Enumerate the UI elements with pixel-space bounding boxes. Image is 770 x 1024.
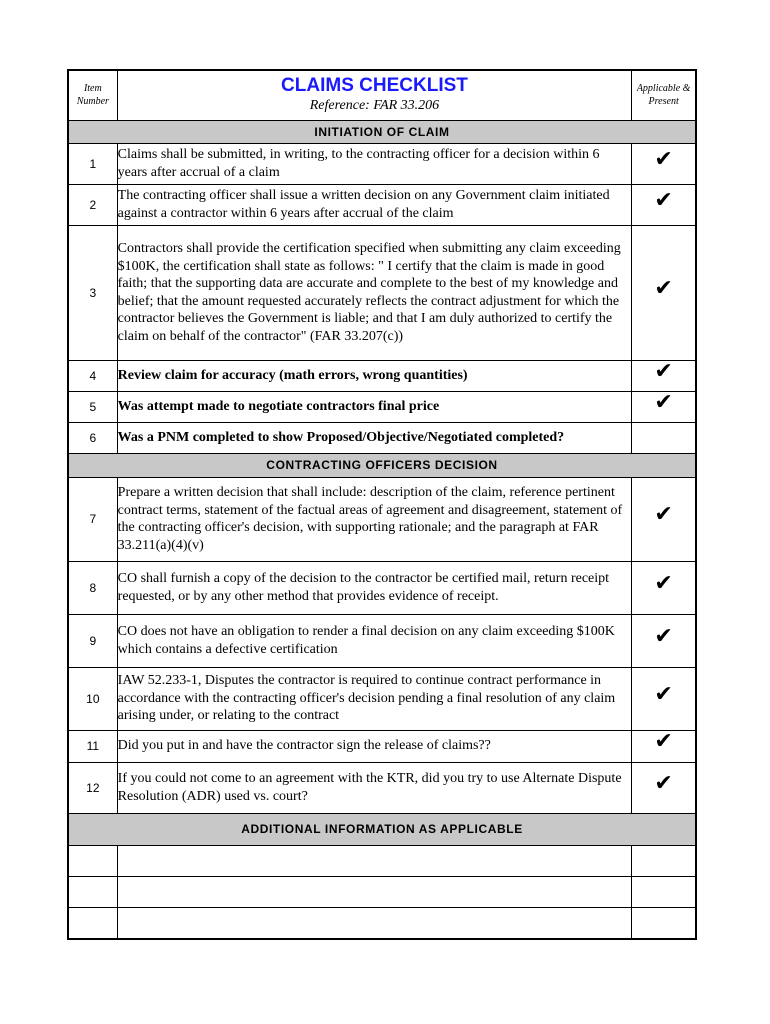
check-glyph: ✔ bbox=[654, 681, 673, 707]
check-glyph: ✔ bbox=[654, 275, 673, 301]
item-text: Prepare a written decision that shall include: description of the claim, reference pertinent contract terms, statement of the factual areas of agreement and disagreement, statement of the contracting officer's decision, with supporting rationale; and the paragraph at FAR 33.211(a)(4)(v) bbox=[117, 477, 632, 561]
item-number: 12 bbox=[68, 762, 117, 813]
blank-number-cell[interactable] bbox=[68, 876, 117, 907]
section-title: CONTRACTING OFFICERS DECISION bbox=[68, 453, 696, 477]
checkmark-icon[interactable] bbox=[632, 561, 696, 614]
item-number: 9 bbox=[68, 614, 117, 667]
section-header-row bbox=[68, 120, 696, 143]
page-title: CLAIMS CHECKLIST bbox=[281, 75, 468, 97]
section-title: ADDITIONAL INFORMATION AS APPLICABLE bbox=[68, 813, 696, 845]
item-number: 3 bbox=[68, 225, 117, 360]
check-glyph: ✔ bbox=[654, 623, 673, 649]
item-text: Was attempt made to negotiate contractors final price bbox=[117, 391, 632, 422]
checklist-row bbox=[68, 143, 696, 184]
checklist-row bbox=[68, 422, 696, 453]
blank-text-cell[interactable] bbox=[117, 876, 632, 907]
applicable-header: Applicable & Present bbox=[632, 70, 696, 120]
check-glyph: ✔ bbox=[654, 389, 673, 415]
item-text: Claims shall be submitted, in writing, to the contracting officer for a decision within 6 years after accrual of a claim bbox=[117, 143, 632, 184]
check-glyph: ✔ bbox=[654, 358, 673, 384]
blank-number-cell[interactable] bbox=[68, 845, 117, 876]
blank-text-cell[interactable] bbox=[117, 845, 632, 876]
blank-check-cell[interactable] bbox=[632, 845, 696, 876]
checklist-row bbox=[68, 391, 696, 422]
item-text: Review claim for accuracy (math errors, wrong quantities) bbox=[117, 360, 632, 391]
checkmark-icon[interactable] bbox=[632, 730, 696, 762]
checklist-row bbox=[68, 614, 696, 667]
check-glyph: ✔ bbox=[654, 770, 673, 796]
checkmark-icon[interactable] bbox=[632, 614, 696, 667]
check-glyph: ✔ bbox=[654, 570, 673, 596]
checklist-row bbox=[68, 225, 696, 360]
item-number: 6 bbox=[68, 422, 117, 453]
checkmark-icon[interactable] bbox=[632, 391, 696, 422]
claims-checklist-table bbox=[67, 69, 697, 940]
check-glyph: ✔ bbox=[654, 187, 673, 213]
section-header-row bbox=[68, 453, 696, 477]
item-number: 8 bbox=[68, 561, 117, 614]
blank-row bbox=[68, 876, 696, 907]
item-text: The contracting officer shall issue a written decision on any Government claim initiated against a contractor within 6 years after accrual of the claim bbox=[117, 184, 632, 225]
item-text: CO shall furnish a copy of the decision to the contractor be certified mail, return receipt requested, or by any other method that provides evidence of receipt. bbox=[117, 561, 632, 614]
checkmark-icon[interactable] bbox=[632, 225, 696, 360]
item-number: 1 bbox=[68, 143, 117, 184]
check-glyph: ✔ bbox=[654, 146, 673, 172]
checklist-row bbox=[68, 477, 696, 561]
check-glyph: ✔ bbox=[654, 502, 673, 527]
item-number: 11 bbox=[68, 730, 117, 762]
checklist-row bbox=[68, 730, 696, 762]
checkmark-icon[interactable] bbox=[632, 360, 696, 391]
item-text: Did you put in and have the contractor sign the release of claims?? bbox=[117, 730, 632, 762]
checklist-row bbox=[68, 762, 696, 813]
item-text: If you could not come to an agreement with the KTR, did you try to use Alternate Dispute Resolution (ADR) used vs. court? bbox=[117, 762, 632, 813]
section-header-row bbox=[68, 813, 696, 845]
blank-text-cell[interactable] bbox=[117, 907, 632, 939]
checkmark-icon[interactable] bbox=[632, 184, 696, 225]
checkmark-icon[interactable] bbox=[632, 477, 696, 561]
checkmark-icon[interactable] bbox=[632, 762, 696, 813]
checklist-row bbox=[68, 667, 696, 730]
checkmark-icon[interactable] bbox=[632, 143, 696, 184]
blank-check-cell[interactable] bbox=[632, 907, 696, 939]
reference-text: Reference: FAR 33.206 bbox=[309, 98, 440, 114]
title-cell bbox=[117, 70, 632, 120]
item-number: 4 bbox=[68, 360, 117, 391]
blank-row bbox=[68, 845, 696, 876]
checklist-row bbox=[68, 360, 696, 391]
item-text: CO does not have an obligation to render a final decision on any claim exceeding $100K which contains a defective certification bbox=[117, 614, 632, 667]
item-number: 10 bbox=[68, 667, 117, 730]
section-title: INITIATION OF CLAIM bbox=[68, 120, 696, 143]
blank-number-cell[interactable] bbox=[68, 907, 117, 939]
checklist-row bbox=[68, 561, 696, 614]
item-text: Contractors shall provide the certification specified when submitting any claim exceeding $100K, the certification shall state as follows: " I certify that the claim is made in good faith; that the supporting data are accurate and complete to the best of my knowledge and belief; that the amount requested accurately reflects the contract adjustment for which the contractor believes the Government is liable; and that I am duly authorized to certify the claim on behalf of the contractor" (FAR 33.207(c)) bbox=[117, 225, 632, 360]
item-text: IAW 52.233-1, Disputes the contractor is required to continue contract performance in accordance with the contracting officer's decision pending a final resolution of any claim arising under, or relating to the contract bbox=[117, 667, 632, 730]
item-number: 7 bbox=[68, 477, 117, 561]
blank-check-cell[interactable] bbox=[632, 876, 696, 907]
item-text: Was a PNM completed to show Proposed/Objective/Negotiated completed? bbox=[117, 422, 632, 453]
blank-row bbox=[68, 907, 696, 939]
item-number: 2 bbox=[68, 184, 117, 225]
item-number: 5 bbox=[68, 391, 117, 422]
item-number-header: Item Number bbox=[68, 70, 117, 120]
header-row bbox=[68, 70, 696, 120]
checkbox-empty[interactable] bbox=[632, 422, 696, 453]
checkmark-icon[interactable] bbox=[632, 667, 696, 730]
check-glyph: ✔ bbox=[654, 729, 673, 754]
checklist-row bbox=[68, 184, 696, 225]
